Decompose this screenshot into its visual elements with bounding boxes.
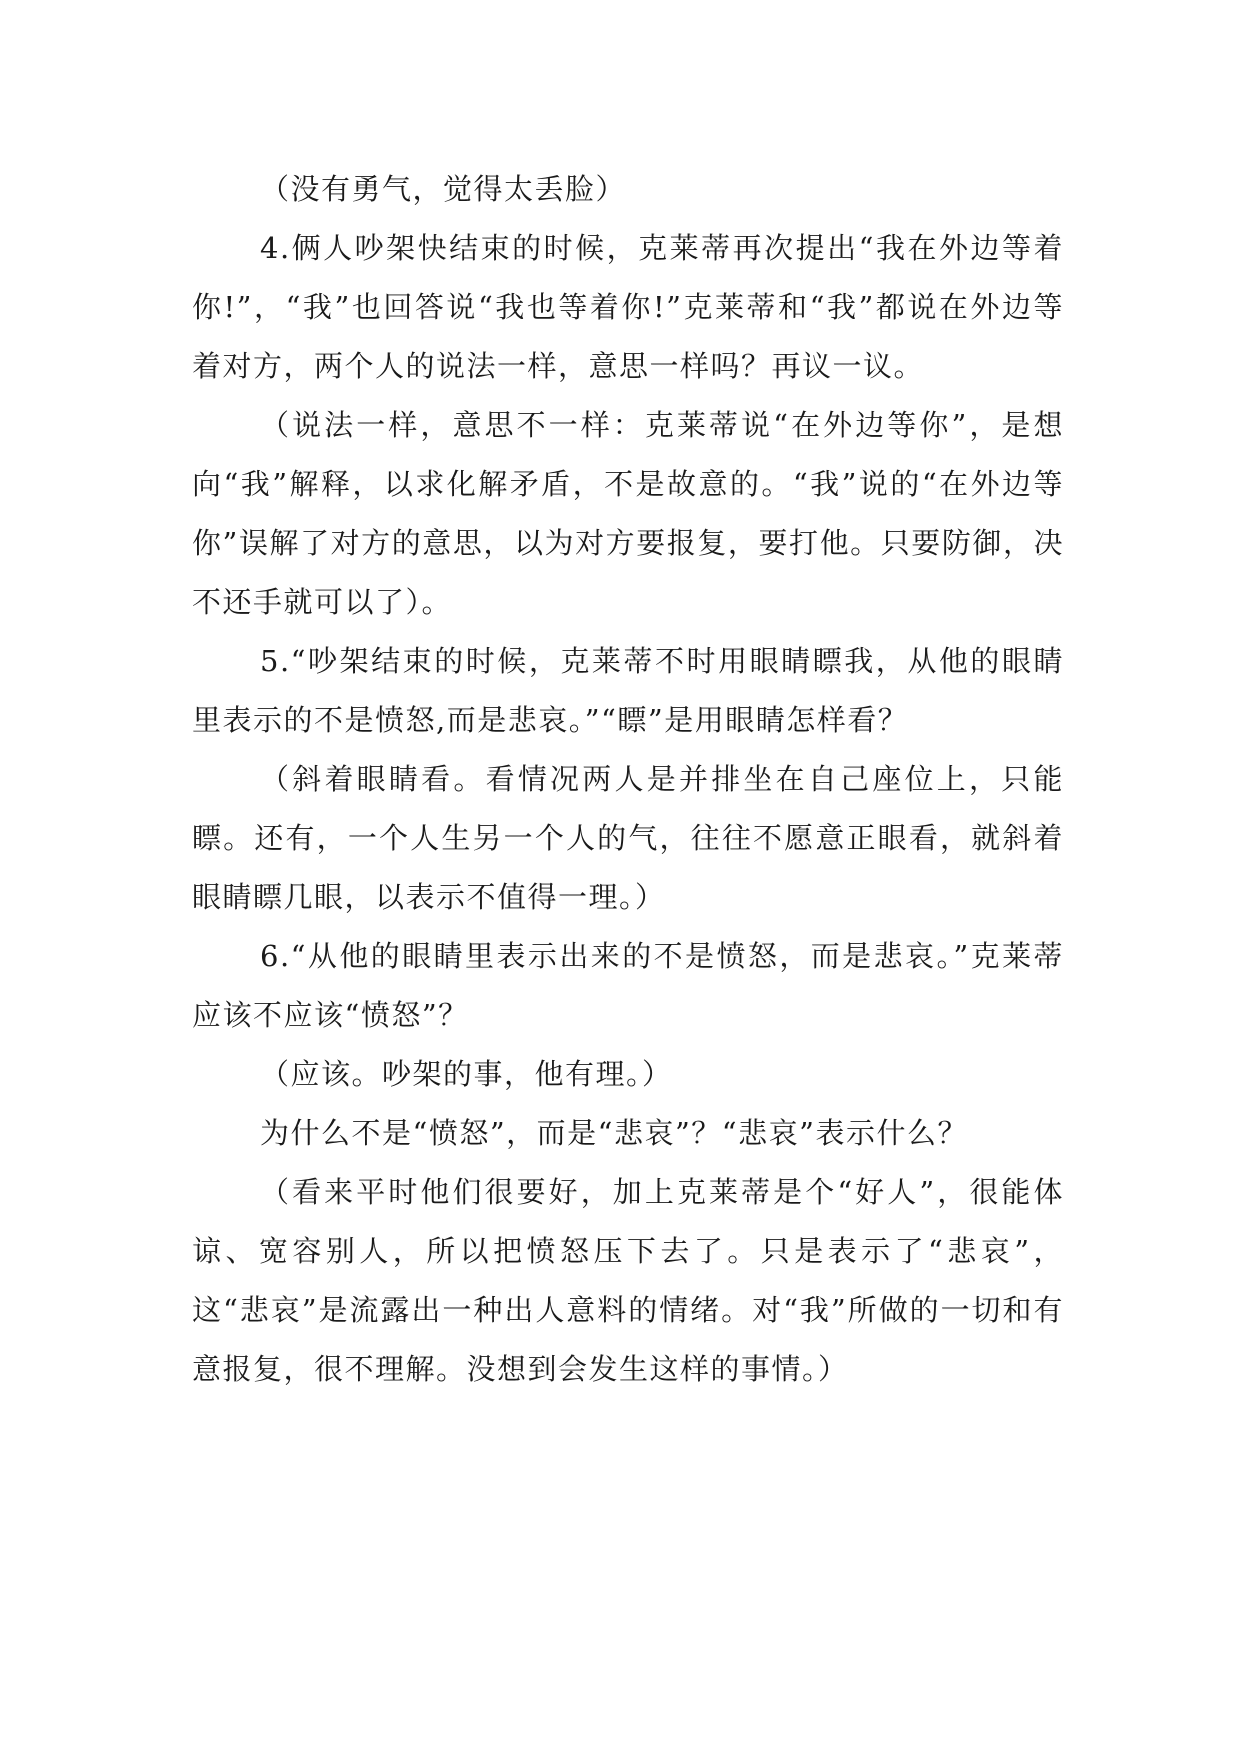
paragraph: （说法一样，意思不一样：克莱蒂说“在外边等你”，是想向“我”解释，以求化解矛盾，不是故意的。“我”说的“在外边等你”误解了对方的意思，以为对方要报复，要打他。只要防御，决不还手就可以了）。 <box>192 408 1064 619</box>
paragraph: 为什么不是“愤怒”，而是“悲哀”？“悲哀”表示什么？ <box>260 1116 968 1150</box>
paragraph: （斜着眼睛看。看情况两人是并排坐在自己座位上，只能瞟。还有，一个人生另一个人的气，往往不愿意正眼看，就斜着眼睛瞟几眼，以表示不值得一理。） <box>192 762 1064 914</box>
paragraph: 4.俩人吵架快结束的时候，克莱蒂再次提出“我在外边等着你!”，“我”也回答说“我也等着你!”克莱蒂和“我”都说在外边等着对方，两个人的说法一样，意思一样吗？再议一议。 <box>192 231 1064 383</box>
paragraph: （没有勇气，觉得太丢脸） <box>260 172 627 206</box>
paragraph: （看来平时他们很要好，加上克莱蒂是个“好人”，很能体谅、宽容别人，所以把愤怒压下去了。只是表示了“悲哀”，这“悲哀”是流露出一种出人意料的情绪。对“我”所做的一切和有意报复，很不理解。没想到会发生这样的事情。） <box>192 1175 1064 1386</box>
paragraph: （应该。吵架的事，他有理。） <box>260 1057 673 1091</box>
paragraph: 6.“从他的眼睛里表示出来的不是愤怒，而是悲哀。”克莱蒂应该不应该“愤怒”？ <box>192 939 1064 1032</box>
document-page <box>192 160 1064 1399</box>
paragraph: 5.“吵架结束的时候，克莱蒂不时用眼睛瞟我，从他的眼睛里表示的不是愤怒,而是悲哀。”“瞟”是用眼睛怎样看？ <box>192 644 1064 737</box>
